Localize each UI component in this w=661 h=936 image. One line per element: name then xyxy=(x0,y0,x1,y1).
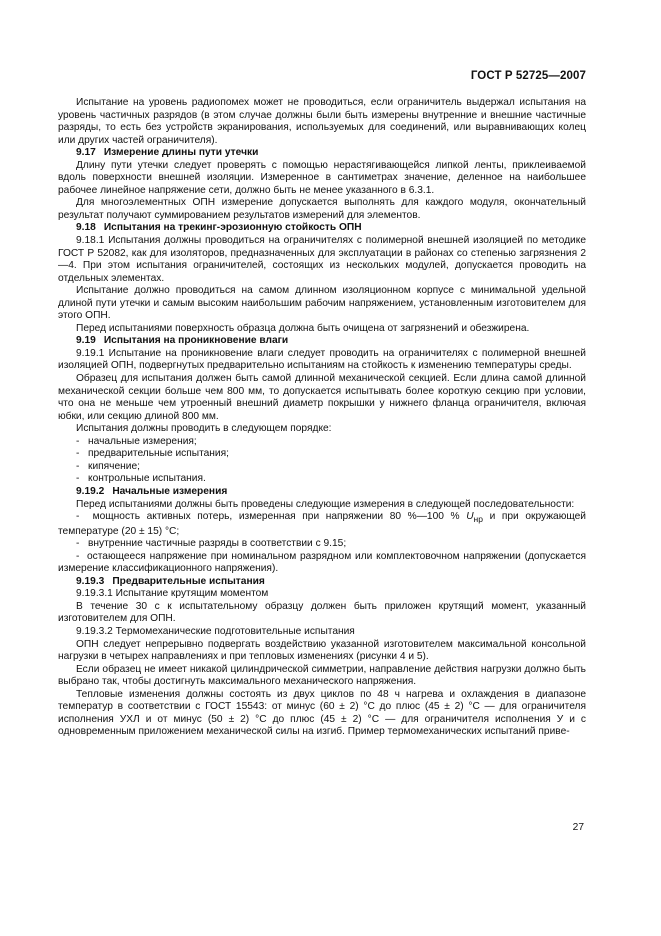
section-title: Предварительные испытания xyxy=(112,575,265,587)
section-heading-9-18 xyxy=(58,222,586,235)
paragraph: Испытание должно проводиться на самом длинном изоляционном корпусе с минимальной удельной длиной пути утечки и самым высоким наибольшим рабочим напряжением, установленным изготовителем для этого ОПН. xyxy=(58,285,586,322)
section-heading-9-19-2 xyxy=(58,486,586,499)
bullet-dash: - xyxy=(76,448,80,460)
paragraph: Если образец не имеет никакой цилиндрической симметрии, направление действия нагрузки должно быть выбрано так, чтобы достигнуть максимального механического напряжения. xyxy=(58,663,586,688)
section-title: Измерение длины пути утечки xyxy=(103,147,259,159)
page-number: 27 xyxy=(572,822,584,833)
list-item xyxy=(58,461,586,474)
measurement-text: мощность активных потерь, измеренная при напряжении 80 %—100 % xyxy=(92,511,467,523)
paragraph: 9.19.1 Испытание на проникновение влаги следует проводить на ограничителях с полимерной внешней изоляцией ОПН, подвергнутых предварительно испытаниям на стойкость к изменению температуры среды. xyxy=(58,347,586,372)
standard-header: ГОСТ Р 52725—2007 xyxy=(470,70,586,82)
paragraph: ОПН следует непрерывно подвергать воздействию указанной изготовителем максимальной консольной нагрузки в четырех направлениях и при тепловых изменениях (рисунки 4 и 5). xyxy=(58,638,586,663)
measurement-text: остающееся напряжение при номинальном разрядном или комплектовочном напряжении (допускается измерение классификационного напряжения). xyxy=(58,550,586,575)
measurement-item xyxy=(58,538,586,551)
bullet-dash: - xyxy=(76,538,80,550)
measurement-item xyxy=(58,511,586,538)
section-number: 9.19 xyxy=(76,335,96,347)
list-item-text: предварительные испытания; xyxy=(88,448,229,460)
section-title: Испытания на трекинг-эрозионную стойкость ОПН xyxy=(103,222,362,234)
bullet-dash: - xyxy=(76,473,80,485)
bullet-dash: - xyxy=(76,511,93,523)
paragraph: Длину пути утечки следует проверять с помощью нерастягивающейся липкой ленты, приклеиваемой вдоль поверхности внешней изоляции. Измеренное в сантиметрах значение, деленное на наибольшее рабочее линейное напряжение сети, должно быть не менее указанного в 6.3.1. xyxy=(58,159,586,196)
section-number: 9.19.3 xyxy=(76,575,105,587)
paragraph: Испытание на уровень радиопомех может не проводиться, если ограничитель выдержал испытания на уровень частичных разрядов (в этом случае должны были быть измерены внутренние и внешние частичные разряды, то есть без устройств экранирования, используемых для соединений, или выравнивающих колец или других частей ограничителя). xyxy=(58,97,586,146)
measurement-text: и при окружающей температуре (20 ± 15) °С; xyxy=(58,511,586,537)
paragraph: 9.19.3.2 Термомеханические подготовительные испытания xyxy=(76,626,355,637)
paragraph: Перед испытаниями должны быть проведены следующие измерения в следующей последовательности: xyxy=(76,498,575,510)
page-content xyxy=(58,97,586,739)
measurement-item xyxy=(58,551,586,576)
bullet-dash: - xyxy=(76,460,80,472)
section-heading-9-17 xyxy=(58,147,586,160)
section-number: 9.18 xyxy=(76,222,96,234)
section-title: Начальные измерения xyxy=(112,485,228,497)
list-item xyxy=(58,473,586,486)
bullet-dash: - xyxy=(76,435,80,447)
list-item xyxy=(58,436,586,449)
list-item-text: начальные измерения; xyxy=(88,435,197,447)
section-number: 9.17 xyxy=(76,147,96,159)
paragraph: В течение 30 с к испытательному образцу должен быть приложен крутящий момент, указанный изготовителем для ОПН. xyxy=(58,600,586,625)
section-heading-9-19 xyxy=(58,335,586,348)
paragraph: Тепловые изменения должны состоять из двух циклов по 48 ч нагрева и охлаждения в диапазоне температур в соответствии с ГОСТ 15543: от минус (60 ± 2) °С до плюс (45 ± 2) °С — для ограничителя исполнения УХЛ и от минус (50 ± 2) °С до плюс (45 ± 2) °С — для ограничителя исполнения У и с одновременным приложением механической силы на изгиб. Пример термомеханических испытаний приве- xyxy=(58,688,586,738)
list-item-text: контрольные испытания. xyxy=(88,473,206,485)
paragraph: 9.18.1 Испытания должны проводиться на ограничителях с полимерной внешней изоляцией по методике ГОСТ Р 52082, как для изоляторов, предназначенных для эксплуатации в районах со степенью загрязнения 2—4. При этом испытания ограничителей, состоящих из нескольких модулей, допускается проводить на отдельных элементах. xyxy=(58,235,586,284)
paragraph: Для многоэлементных ОПН измерение допускается выполнять для каждого модуля, окончательный результат получают суммированием результатов измерений для элементов. xyxy=(58,197,586,221)
voltage-subscript: нр xyxy=(473,514,483,525)
section-number: 9.19.2 xyxy=(76,485,105,497)
list-item-text: кипячение; xyxy=(88,460,140,472)
paragraph: Перед испытаниями поверхность образца должна быть очищена от загрязнений и обезжирена. xyxy=(76,322,530,334)
list-item xyxy=(58,448,586,461)
paragraph: 9.19.3.1 Испытание крутящим моментом xyxy=(76,588,269,600)
section-heading-9-19-3 xyxy=(58,576,586,589)
paragraph: Образец для испытания должен быть самой длинной механической секцией. Если длина самой длинной механической секции больше чем 800 мм, то допускается испытывать более короткую секцию при условии, что она не меньше чем утроенный внешний диаметр покрышки у нижнего фланца ограничителя, включая юбки, или секцию длиной 800 мм. xyxy=(58,373,586,422)
section-title: Испытания на проникновение влаги xyxy=(103,335,289,347)
measurement-text: внутренние частичные разряды в соответствии с 9.15; xyxy=(88,538,347,550)
voltage-symbol: U xyxy=(466,511,474,523)
bullet-dash: - xyxy=(76,550,87,562)
paragraph: Испытания должны проводить в следующем порядке: xyxy=(76,423,332,435)
